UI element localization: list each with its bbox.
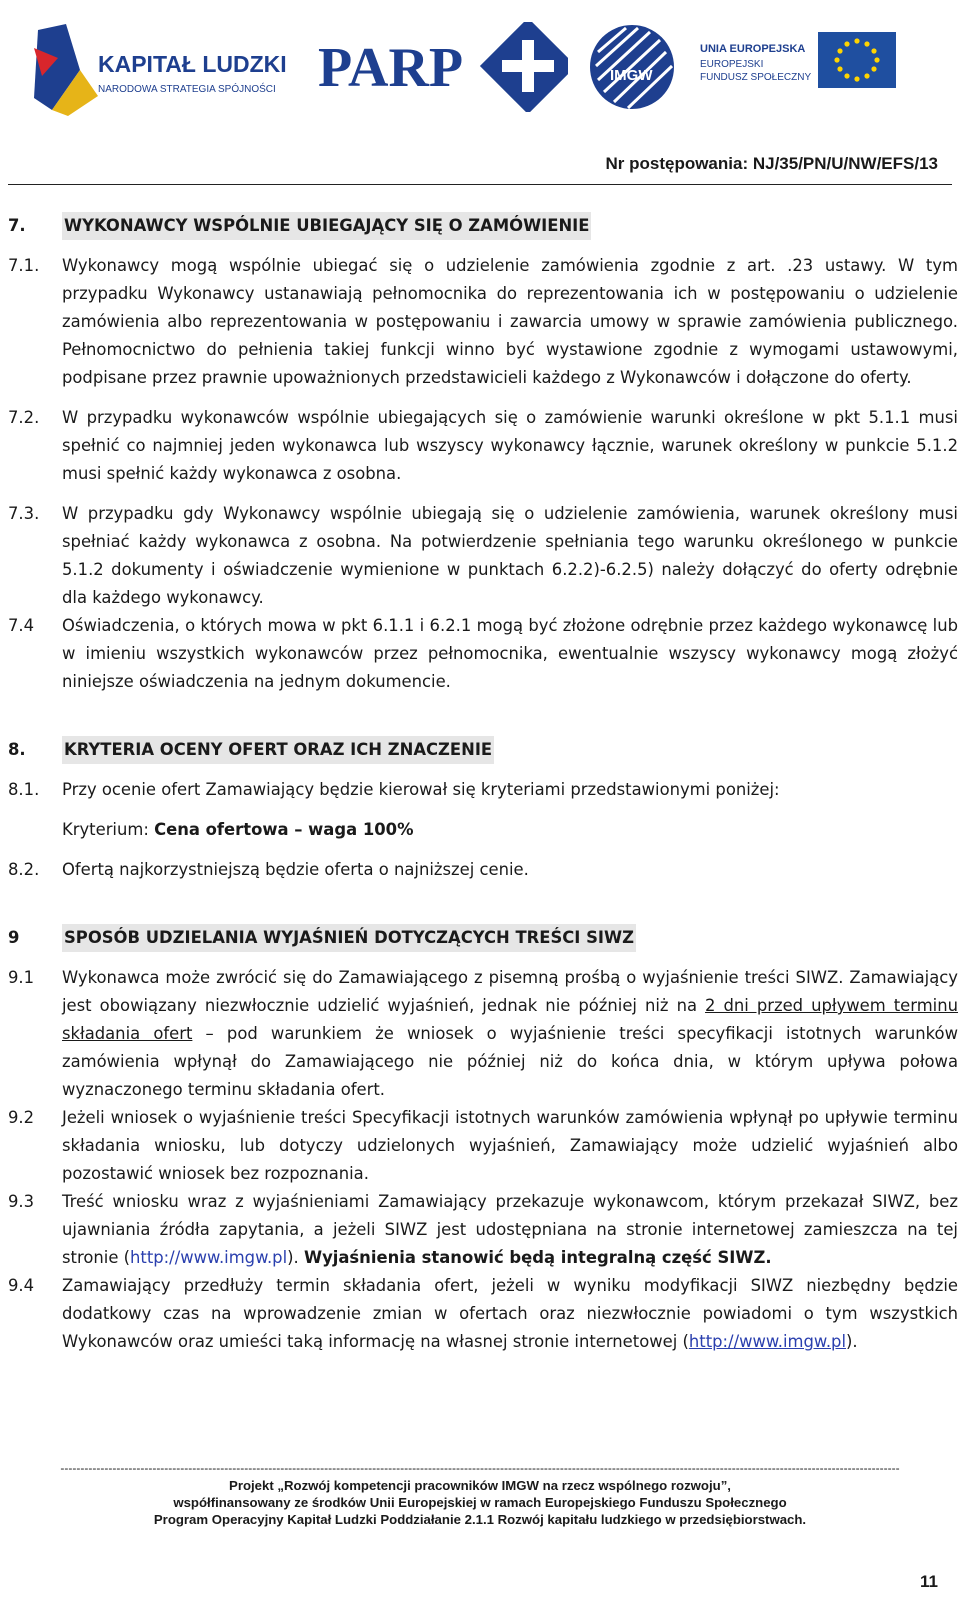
kapital-title: KAPITAŁ LUDZKI xyxy=(98,51,287,77)
deadline-text: 2 dni przed upływem terminu składania ofert xyxy=(62,996,959,1043)
paragraph-number: 7.1. xyxy=(8,256,40,275)
paragraph-9-3 xyxy=(8,1188,958,1272)
paragraph-number: 7.3. xyxy=(8,504,40,523)
section-9-heading xyxy=(8,924,958,952)
paragraph-text: Przy ocenie ofert Zamawiający będzie kierował się kryteriami przedstawionymi poniżej: xyxy=(62,780,780,799)
imgw-link[interactable]: http://www.imgw.pl xyxy=(688,1332,847,1351)
paragraph-text: Wykonawca może zwrócić się do Zamawiającego z pisemną prośbą o wyjaśnienie treści SIWZ. Zamawiający jest obowiązany niezwłocznie udzielić wyjaśnień, jednak nie później niż na xyxy=(62,968,958,1015)
paragraph-text: Oświadczenia, o których mowa w pkt 6.1.1 i 6.2.1 mogą być złożone odrębnie przez każdego wykonawcę lub w imieniu wszystkich wykonawców przez pełnomocnika, ewentualnie wszyscy wykonawcy mogą złożyć niniejsze oświadczenia na jednym dokumencie. xyxy=(62,616,958,691)
paragraph-9-2 xyxy=(8,1104,958,1188)
section-title: SPOSÓB UDZIELANIA WYJAŚNIEŃ DOTYCZĄCYCH TREŚCI SIWZ xyxy=(62,924,636,952)
eu-line1: UNIA EUROPEJSKA xyxy=(700,43,806,55)
kapital-ludzki-logo xyxy=(28,18,288,118)
paragraph-text-cont: ). xyxy=(287,1248,304,1267)
footer-line-3: Program Operacyjny Kapitał Ludzki Poddziałanie 2.1.1 Rozwój kapitału ludzkiego w przedsiębiorstwach. xyxy=(153,1512,807,1527)
paragraph-number: 9.3 xyxy=(8,1192,35,1211)
footer-line-2: współfinansowany ze środków Unii Europejskiej w ramach Europejskiego Funduszu Społecznego xyxy=(173,1495,787,1510)
paragraph-text-cont: ). xyxy=(846,1332,858,1351)
criterion-line xyxy=(8,816,958,844)
section-title: KRYTERIA OCENY OFERT ORAZ ICH ZNACZENIE xyxy=(62,736,494,764)
paragraph-7-1 xyxy=(8,252,958,392)
paragraph-7-2 xyxy=(8,404,958,488)
paragraph-number: 9.1 xyxy=(8,968,35,987)
procedure-number: Nr postępowania: NJ/35/PN/U/NW/EFS/13 xyxy=(605,154,938,173)
paragraph-number: 7.2. xyxy=(8,408,40,427)
footer-divider: ------------------------------------------------------------------------------------------------------------------------------------------------------------------------------------------------------------------ xyxy=(60,1461,900,1475)
paragraph-number: 7.4 xyxy=(8,616,35,635)
parp-logo xyxy=(318,22,568,112)
paragraph-text-cont: – pod warunkiem że wniosek o wyjaśnienie treści specyfikacji istotnych warunków zamówienia wpłynął do Zamawiającego nie później niż do końca dnia, w którym upływa połowa wyznaczonego terminu składania ofert. xyxy=(62,1024,958,1099)
imgw-link[interactable]: http://www.imgw.pl xyxy=(130,1248,288,1267)
footer xyxy=(8,1460,952,1528)
criterion-label: Kryterium: xyxy=(62,820,155,839)
kapital-subtitle: NARODOWA STRATEGIA SPÓJNOŚCI xyxy=(98,84,276,95)
paragraph-8-1 xyxy=(8,776,958,804)
section-number: 8. xyxy=(8,740,26,759)
section-title: WYKONAWCY WSPÓLNIE UBIEGAJĄCY SIĘ O ZAMÓWIENIE xyxy=(62,212,591,240)
parp-text: PARP xyxy=(318,37,464,99)
footer-line-1: Projekt „Rozwój kompetencji pracowników IMGW na rzecz wspólnego rozwoju”, xyxy=(229,1478,731,1493)
paragraph-number: 8.2. xyxy=(8,860,40,879)
paragraph-text: W przypadku wykonawców wspólnie ubiegających się o zamówienie warunki określone w pkt 5.1.1 musi spełnić co najmniej jeden wykonawca lub wszyscy wykonawcy łącznie, warunek określony w punkcie 5.1.2 musi spełnić każdy wykonawca z osobna. xyxy=(62,408,958,483)
section-7-heading xyxy=(8,212,958,240)
paragraph-8-2 xyxy=(8,856,958,884)
paragraph-text: Zamawiający przedłuży termin składania ofert, jeżeli w wyniku modyfikacji SIWZ niezbędny będzie dodatkowy czas na wprowadzenie zmian w ofertach oraz niezwłocznie powiadomi o tym wszystkich Wykonawców oraz umieści taką informację na własnej stronie internetowej ( xyxy=(62,1276,958,1351)
paragraph-text: Ofertą najkorzystniejszą będzie oferta o najniższej cenie. xyxy=(62,860,529,879)
paragraph-text: Wykonawcy mogą wspólnie ubiegać się o udzielenie zamówienia zgodnie z art. .23 ustawy. W tym przypadku Wykonawcy ustanawiają pełnomocnika do reprezentowania ich w postępowaniu o udzielenie zamówienia albo reprezentowania w postępowaniu i zawarcia umowy w sprawie zamówienia publicznego. Pełnomocnictwo do pełnienia takiej funkcji winno być wystawione zgodnie z wymogami ustawowymi, podpisane przez prawnie upoważnionych przedstawicieli każdego z Wykonawców i dołączone do oferty. xyxy=(62,256,958,387)
criterion-value: Cena ofertowa – waga 100% xyxy=(154,820,414,839)
paragraph-number: 8.1. xyxy=(8,780,40,799)
paragraph-9-1 xyxy=(8,964,958,1104)
paragraph-number: 9.2 xyxy=(8,1108,35,1127)
paragraph-text: W przypadku gdy Wykonawcy wspólnie ubiegają się o udzielenie zamówienia, warunek określony musi spełniać każdy wykonawca z osobna. Na potwierdzenie spełniania tego warunku określonego w punkcie 5.1.2 dokumenty i oświadczenie wymienione w punktach 6.2.2)-6.2.5) należy dołączyć do oferty odrębnie dla każdego wykonawcy. xyxy=(62,504,958,607)
paragraph-bold-text: Wyjaśnienia stanowić będą integralną część SIWZ. xyxy=(303,1248,772,1267)
eu-line2: EUROPEJSKI xyxy=(700,59,764,70)
imgw-logo xyxy=(586,22,678,112)
section-number: 9 xyxy=(8,928,20,947)
logo-bar xyxy=(0,0,960,140)
paragraph-7-3 xyxy=(8,500,958,612)
eu-line3: FUNDUSZ SPOŁECZNY xyxy=(700,72,812,83)
paragraph-number: 9.4 xyxy=(8,1276,35,1295)
paragraph-9-4 xyxy=(8,1272,958,1356)
paragraph-text: Treść wniosku wraz z wyjaśnieniami Zamawiający przekazuje wykonawcom, którym przekazał SIWZ, bez ujawniania źródła zapytania, a jeżeli SIWZ jest udostępniana na stronie internetowej zamieszcza na tej stronie ( xyxy=(62,1192,958,1267)
paragraph-text: Jeżeli wniosek o wyjaśnienie treści Specyfikacji istotnych warunków zamówienia wpłynął po upływie terminu składania wniosku, lub dotyczy udzielonych wyjaśnień, Zamawiający może udzielić wyjaśnień albo pozostawić wniosek bez rozpoznania. xyxy=(62,1108,958,1183)
paragraph-7-4 xyxy=(8,612,958,696)
section-number: 7. xyxy=(8,216,26,235)
imgw-text: IMGW xyxy=(610,67,653,84)
header-divider xyxy=(8,184,952,185)
page-number: 11 xyxy=(920,1572,938,1591)
document-body xyxy=(8,212,958,1356)
eu-logo xyxy=(700,28,900,102)
section-8-heading xyxy=(8,736,958,764)
